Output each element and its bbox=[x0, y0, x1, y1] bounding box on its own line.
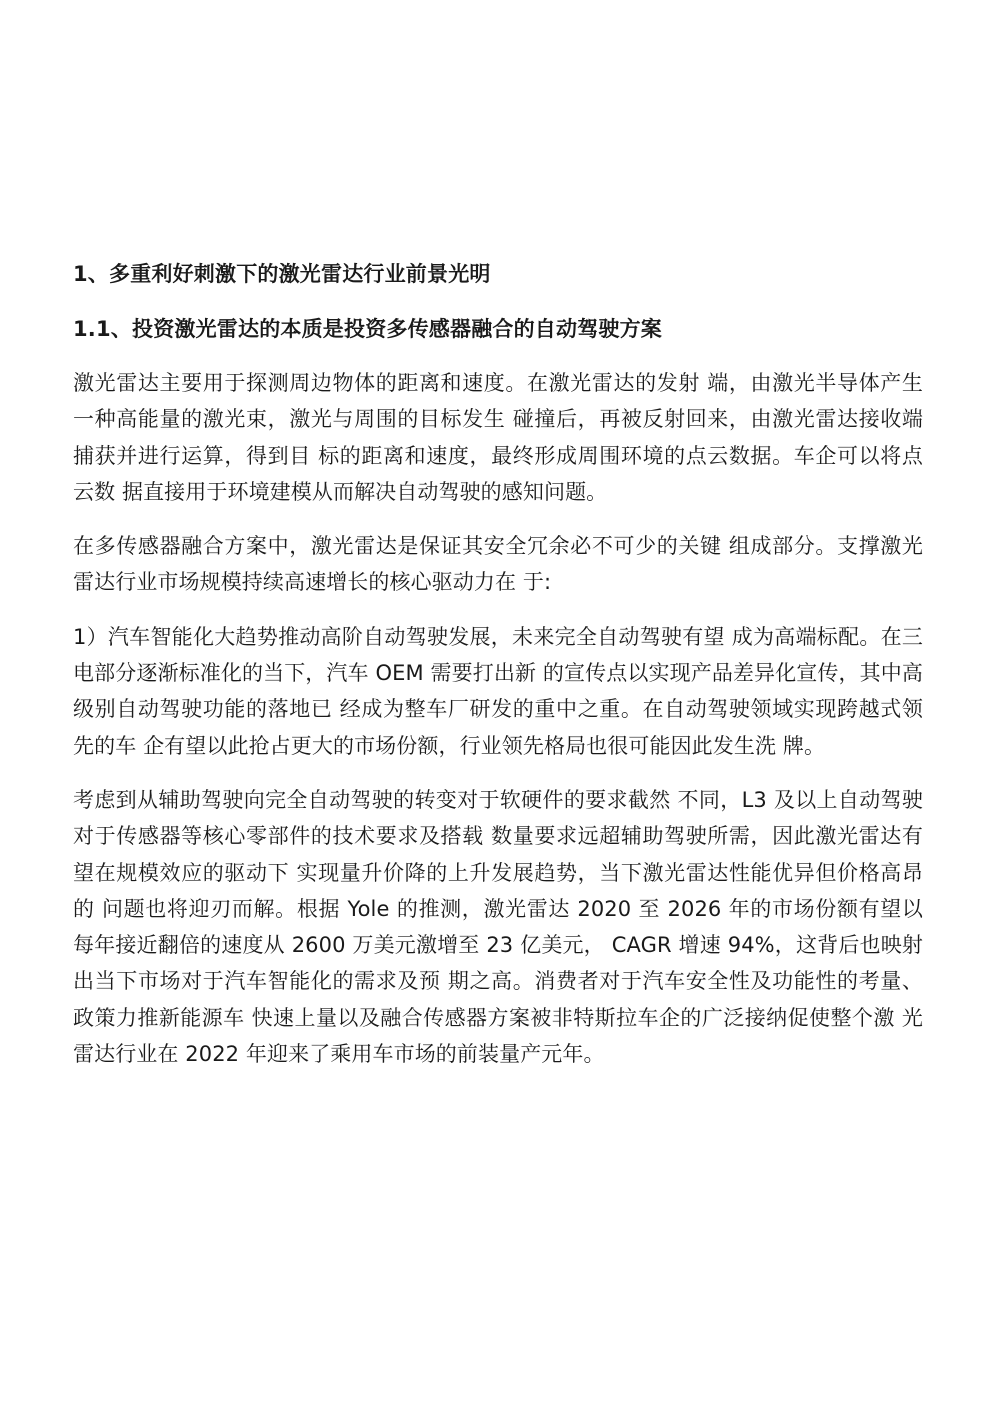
paragraph-market-forecast: 考虑到从辅助驾驶向完全自动驾驶的转变对于软硬件的要求截然 不同，L3 及以上自动驾驶对于传感器等核心零部件的技术要求及搭载 数量要求远超辅助驾驶所需，因此激光雷达有望在规模效应的驱动下 实现量升价降的上升发展趋势，当下激光雷达性能优异但价格高昂的 问题也将迎刃而解。根据 Yole 的推测，激光雷达 2020 至 2026 年的市场份额有望以每年接近翻倍的速度从 2600 万美元激增至 23 亿美元， CAGR 增速 94%，这背后也映射出当下市场对于汽车智能化的需求及预 期之高。消费者对于汽车安全性及功能性的考量、政策力推新能源车 快速上量以及融合传感器方案被非特斯拉车企的广泛接纳促使整个激 光雷达行业在 2022 年迎来了乘用车市场的前装量产元年。 bbox=[73, 787, 923, 1067]
document-body bbox=[73, 256, 923, 1072]
paragraph-driver-one: 1）汽车智能化大趋势推动高阶自动驾驶发展，未来完全自动驾驶有望 成为高端标配。在三电部分逐渐标准化的当下，汽车 OEM 需要打出新 的宣传点以实现产品差异化宣传，其中高级别自动驾驶功能的落地已 经成为整车厂研发的重中之重。在自动驾驶领域实现跨越式领先的车 企有望以此抢占更大的市场份额，行业领先格局也很可能因此发生洗 牌。 bbox=[73, 624, 923, 758]
paragraph-lidar-definition: 激光雷达主要用于探测周边物体的距离和速度。在激光雷达的发射 端，由激光半导体产生一种高能量的激光束，激光与周围的目标发生 碰撞后，再被反射回来，由激光雷达接收端捕获并进行运算，得到目 标的距离和速度，最终形成周围环境的点云数据。车企可以将点云数 据直接用于环境建模从而解决自动驾驶的感知问题。 bbox=[73, 371, 923, 504]
subsection-heading: 1.1、投资激光雷达的本质是投资多传感器融合的自动驾驶方案 bbox=[73, 317, 662, 341]
paragraph-fusion-drivers: 在多传感器融合方案中，激光雷达是保证其安全冗余必不可少的关键 组成部分。支撑激光雷达行业市场规模持续高速增长的核心驱动力在 于: bbox=[73, 534, 923, 595]
section-heading: 1、多重利好刺激下的激光雷达行业前景光明 bbox=[73, 262, 491, 286]
